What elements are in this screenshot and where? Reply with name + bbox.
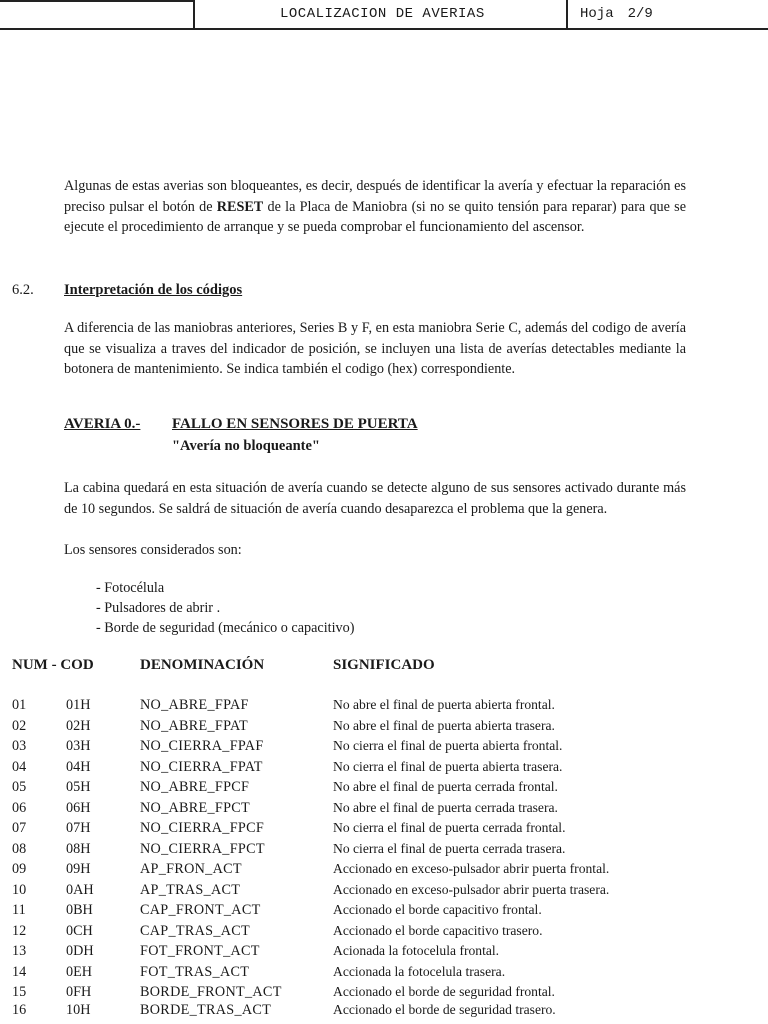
row-significado: No cierra el final de puerta abierta frontal. <box>333 738 563 753</box>
row-num: 14 <box>12 963 27 980</box>
row-denominacion: NO_ABRE_FPCT <box>140 799 251 816</box>
table-header-num-cod: NUM - COD <box>12 657 94 673</box>
row-significado: No abre el final de puerta cerrada trasera. <box>333 799 558 815</box>
fault-subtitle: "Avería no bloqueante" <box>172 438 320 454</box>
row-denominacion: NO_ABRE_FPCF <box>140 779 250 795</box>
row-cod: 0BH <box>66 902 93 918</box>
row-denominacion: NO_ABRE_FPAF <box>140 697 249 713</box>
row-significado: Accionado en exceso-pulsador abrir puerta frontal. <box>333 861 610 876</box>
row-num: 10 <box>12 881 27 898</box>
row-num: 01 <box>12 697 27 713</box>
table-row <box>0 779 768 799</box>
table-header-denominacion: DENOMINACIÓN <box>140 657 265 673</box>
section-number: 6.2. <box>12 282 34 298</box>
row-num: 15 <box>12 984 27 1000</box>
row-denominacion: BORDE_FRONT_ACT <box>140 984 282 1000</box>
row-cod: 02H <box>66 717 91 734</box>
section-body: A diferencia de las maniobras anteriores, Series B y F, en esta maniobra Serie C, además del codigo de avería que se visualiza a traves del indicador de posición, se incluyen una lista de averías detectables mediante la botonera de mantenimiento. Se indica también el codigo (hex) correspondiente. <box>64 320 686 377</box>
row-cod: 06H <box>66 799 91 816</box>
row-num: 08 <box>12 840 27 857</box>
row-num: 09 <box>12 861 27 877</box>
row-cod: 04H <box>66 758 91 775</box>
row-significado: Accionado el borde capacitivo trasero. <box>333 922 543 938</box>
intro-text-after: de la Placa de Maniobra (si no se quito tensión para reparar) para que se ejecute el procedimiento de arranque y se pueda comprobar el funcionamiento del ascensor. <box>64 198 686 235</box>
row-num: 04 <box>12 758 27 775</box>
row-denominacion: AP_TRAS_ACT <box>140 881 241 898</box>
header-divider-right <box>566 0 568 29</box>
row-significado: No cierra el final de puerta abierta trasera. <box>333 758 563 774</box>
sensor-list <box>96 578 354 638</box>
sensors-intro: Los sensores considerados son: <box>64 542 242 558</box>
table-row <box>0 738 768 758</box>
row-significado: Accionada la fotocelula trasera. <box>333 963 506 979</box>
row-cod: 05H <box>66 779 91 795</box>
row-significado: Acionada la fotocelula frontal. <box>333 943 500 958</box>
table-row <box>0 820 768 840</box>
table-row <box>0 902 768 922</box>
row-denominacion: NO_ABRE_FPAT <box>140 717 248 734</box>
table-row <box>0 882 768 902</box>
row-num: 05 <box>12 779 27 795</box>
row-num: 03 <box>12 738 27 754</box>
sensor-item: - Pulsadores de abrir . <box>96 598 354 618</box>
row-significado: Accionado el borde de seguridad trasero. <box>333 1002 556 1017</box>
row-significado: No abre el final de puerta abierta trasera. <box>333 717 555 733</box>
row-denominacion: NO_CIERRA_FPAT <box>140 758 263 775</box>
row-cod: 0DH <box>66 943 94 959</box>
table-row <box>0 800 768 820</box>
table-row <box>0 759 768 779</box>
row-significado: No cierra el final de puerta cerrada trasera. <box>333 840 566 856</box>
table-row <box>0 984 768 1004</box>
row-significado: Accionado en exceso-pulsador abrir puerta trasera. <box>333 881 610 897</box>
row-denominacion: BORDE_TRAS_ACT <box>140 1002 272 1018</box>
table-row <box>0 718 768 738</box>
section-title: Interpretación de los códigos <box>64 282 243 298</box>
row-cod: 09H <box>66 861 91 877</box>
sensor-item: - Borde de seguridad (mecánico o capacitivo) <box>96 618 354 638</box>
table-row <box>0 861 768 881</box>
row-cod: 10H <box>66 1002 91 1018</box>
reset-keyword: RESET <box>216 198 264 215</box>
row-num: 12 <box>12 922 27 939</box>
document-title: LOCALIZACION DE AVERIAS <box>280 6 485 22</box>
row-denominacion: NO_CIERRA_FPCF <box>140 820 265 836</box>
header-divider-left <box>193 0 195 29</box>
row-num: 13 <box>12 943 27 959</box>
row-significado: Accionado el borde capacitivo frontal. <box>333 902 542 917</box>
row-cod: 0EH <box>66 963 93 980</box>
fault-title: FALLO EN SENSORES DE PUERTA <box>172 416 418 432</box>
row-cod: 0FH <box>66 984 92 1000</box>
row-num: 11 <box>12 902 26 918</box>
sensor-item: - Fotocélula <box>96 578 354 598</box>
sheet-value: 2/9 <box>627 6 653 22</box>
row-cod: 03H <box>66 738 91 754</box>
header-rule <box>0 28 768 30</box>
row-num: 02 <box>12 717 27 734</box>
intro-text-before: Algunas de estas averias son bloqueantes, es decir, después de identificar la avería y efectuar la reparación es preciso pulsar el botón de <box>64 178 686 215</box>
row-significado: Accionado el borde de seguridad frontal. <box>333 984 555 999</box>
row-significado: No cierra el final de puerta cerrada frontal. <box>333 820 566 835</box>
table-header-significado: SIGNIFICADO <box>333 657 435 673</box>
sheet-label: Hoja <box>580 6 614 22</box>
table-row <box>0 697 768 717</box>
table-row <box>0 964 768 984</box>
row-num: 07 <box>12 820 27 836</box>
row-denominacion: NO_CIERRA_FPCT <box>140 840 265 857</box>
row-num: 16 <box>12 1002 27 1018</box>
intro-paragraph <box>64 176 686 238</box>
row-significado: No abre el final de puerta abierta frontal. <box>333 697 555 712</box>
row-denominacion: AP_FRON_ACT <box>140 861 242 877</box>
table-row <box>0 923 768 943</box>
row-cod: 08H <box>66 840 91 857</box>
row-num: 06 <box>12 799 27 816</box>
row-denominacion: CAP_TRAS_ACT <box>140 922 251 939</box>
fault-description: La cabina quedará en esta situación de avería cuando se detecte alguno de sus sensores activado durante más de 10 segundos. Se saldrá de situación de avería cuando desaparezca el problema que la genera. <box>64 480 686 517</box>
row-cod: 0AH <box>66 881 94 898</box>
table-row <box>0 943 768 963</box>
row-significado: No abre el final de puerta cerrada frontal. <box>333 779 558 794</box>
row-denominacion: NO_CIERRA_FPAF <box>140 738 264 754</box>
row-cod: 07H <box>66 820 91 836</box>
sheet-number <box>580 6 653 22</box>
row-denominacion: FOT_FRONT_ACT <box>140 943 260 959</box>
table-row <box>0 1002 768 1022</box>
row-denominacion: CAP_FRONT_ACT <box>140 902 261 918</box>
row-denominacion: FOT_TRAS_ACT <box>140 963 250 980</box>
row-cod: 01H <box>66 697 91 713</box>
header-rule-top-left <box>0 0 194 2</box>
table-row <box>0 841 768 861</box>
fault-label: AVERIA 0.- <box>64 416 141 432</box>
row-cod: 0CH <box>66 922 93 939</box>
